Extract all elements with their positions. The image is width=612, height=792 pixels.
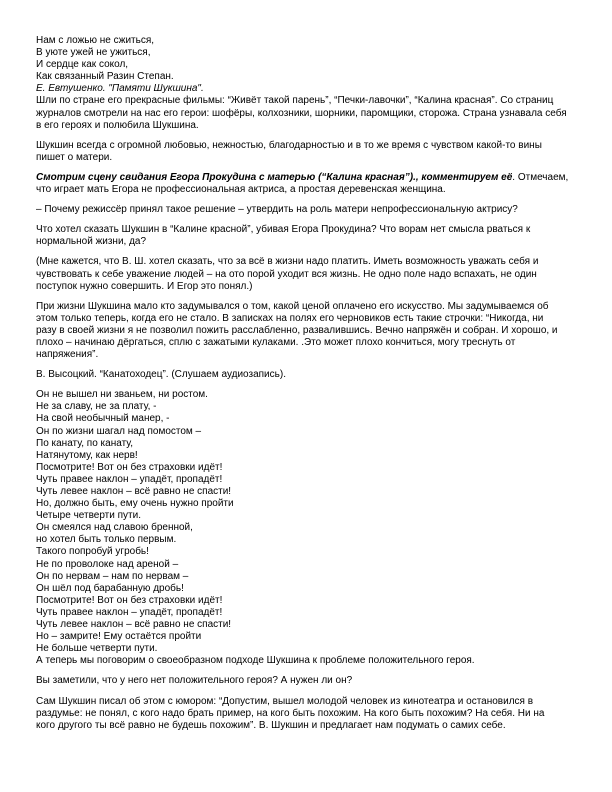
poem-line: И сердце как сокол, xyxy=(36,59,129,71)
song-line: Чуть правее наклон – упадёт, пропадёт! xyxy=(36,473,223,485)
poem-intro xyxy=(36,35,588,95)
paragraph-line: В. Высоцкий. “Канатоходец”. (Слушаем аудиозапись). xyxy=(36,369,286,381)
paragraph-line: пишет о матери. xyxy=(36,151,113,163)
paragraph-line: Шукшин всегда с огромной любовью, нежностью, благодарностью и в то же время с чувством какой-то вины xyxy=(36,139,542,151)
paragraph-mother xyxy=(36,140,588,164)
paragraph-line: раздумье: не понял, с кого надо брать пример, на кого быть похожим. На кого быть похожим? На себя. Ни на xyxy=(36,707,545,719)
scene-rest: . Отмечаем, xyxy=(512,171,569,183)
poem-line: В уюте ужей не ужиться, xyxy=(36,47,151,59)
answer-kalina xyxy=(36,256,588,292)
paragraph-humor xyxy=(36,696,588,732)
song-line: Но – замрите! Ему остаётся пройти xyxy=(36,631,202,643)
paragraph-line: нормальной жизни, да? xyxy=(36,236,147,248)
song-line: Чуть правее наклон – упадёт, пропадёт! xyxy=(36,606,223,618)
song-heading xyxy=(36,369,588,381)
paragraph-line xyxy=(36,172,588,184)
question-kalina xyxy=(36,224,588,248)
scene-emphasis: Смотрим сцену свидания Егора Прокудина с матерью (“Калина красная”)., комментируем её xyxy=(36,171,513,183)
paragraph-line: Сам Шукшин писал об этом с юмором: “Допустим, вышел молодой человек из кинотеатра и остановился в xyxy=(36,695,534,707)
paragraph-scene xyxy=(36,172,588,196)
song-line: Четыре четверти пути. xyxy=(36,510,141,522)
song-line: А теперь мы поговорим о своеобразном подходе Шукшина к проблеме положительного героя. xyxy=(36,655,475,667)
song-line: Не больше четверти пути. xyxy=(36,643,158,655)
song-line: Он не вышел ни званьем, ни ростом. xyxy=(36,389,208,401)
paragraph-line: поступок нужно совершить. И Егор это понял.) xyxy=(36,280,253,292)
paragraph-line: плохо – начинаю дёргаться, сплю с зажатыми кулаками. .Это может плохо кончиться, могу треснуть от xyxy=(36,336,516,348)
paragraph-line: При жизни Шукшина мало кто задумывался о том, какой ценой оплачено его искусство. Мы задумываемся об xyxy=(36,300,549,312)
song-line: Он шёл под барабанную дробь! xyxy=(36,582,184,594)
song-line: Такого попробуй угробь! xyxy=(36,546,149,558)
song-line: Не за славу, не за плату, - xyxy=(36,401,157,413)
song-line: Он смеялся над славою бренной, xyxy=(36,522,193,534)
paragraph-line: кого другого ты всё равно не будешь похожим”. В. Шукшин и предлагает нам подумать о самих себе. xyxy=(36,719,506,731)
poem-line: Как связанный Разин Степан. xyxy=(36,71,174,83)
question-hero xyxy=(36,675,588,687)
paragraph-line: – Почему режиссёр принял такое решение – утвердить на роль матери непрофессиональную актрису? xyxy=(36,204,518,216)
paragraph-line: этом только теперь, когда его не стало. В записках на полях его черновиков есть такие строчки: “Никогда, ни xyxy=(36,312,544,324)
song-line: Но, должно быть, ему очень нужно пройти xyxy=(36,498,234,510)
paragraph-line: Что хотел сказать Шукшин в “Калине красной”, убивая Егора Прокудина? Что ворам нет смысла рваться к xyxy=(36,224,531,236)
paragraph-line: чувствовать к себе уважение людей – на ото порой уходит вся жизнь. Не одно поле надо вспахать, не один xyxy=(36,268,537,280)
song-line: Он по жизни шагал над помостом – xyxy=(36,425,202,437)
song-line: но хотел быть только первым. xyxy=(36,534,177,546)
poem-attribution: Е. Евтушенко. "Памяти Шукшина". xyxy=(36,83,204,95)
paragraph-line: Шли по стране его прекрасные фильмы: “Живёт такой парень”, “Печки-лавочки”, “Калина красная”. Со страниц xyxy=(36,95,554,107)
question-director xyxy=(36,204,588,216)
paragraph-price xyxy=(36,301,588,361)
song-line: Чуть левее наклон – всё равно не спасти! xyxy=(36,619,232,631)
paragraph-line: в его героях и полюбила Шукшина. xyxy=(36,119,199,131)
document-page xyxy=(36,35,588,732)
song-line: На свой необычный манер, - xyxy=(36,413,170,425)
song-line: По канату, по канату, xyxy=(36,437,134,449)
paragraph-line: Вы заметили, что у него нет положительного героя? А нужен ли он? xyxy=(36,675,353,687)
song-line: Посмотрите! Вот он без страховки идёт! xyxy=(36,461,223,473)
paragraph-line: (Мне кажется, что В. Ш. хотел сказать, что за всё в жизни надо платить. Иметь возможность уважать себя и xyxy=(36,256,539,268)
paragraph-line: напряжения”. xyxy=(36,349,99,361)
paragraph-line: разу в своей жизни я не позволил пожить расслабленно, развалившись. Вечно напряжён и собран. И хорошо, и xyxy=(36,324,558,336)
paragraph-line: журналов смотрели на нас его герои: шофёры, колхозники, шорники, паромщики, сторожа. Страна узнавала себя xyxy=(36,107,567,119)
paragraph-line: что играет мать Егора не профессиональная актриса, а простая деревенская женщина. xyxy=(36,184,446,196)
song-verses xyxy=(36,389,588,667)
song-line: Он по нервам – нам по нервам – xyxy=(36,570,189,582)
song-line: Чуть левее наклон – всё равно не спасти! xyxy=(36,486,232,497)
song-line: Не по проволоке над ареной – xyxy=(36,558,179,570)
song-line: Натянутому, как нерв! xyxy=(36,449,138,461)
song-line: Посмотрите! Вот он без страховки идёт! xyxy=(36,594,223,606)
paragraph-films xyxy=(36,95,588,131)
poem-line: Нам с ложью не сжиться, xyxy=(36,35,155,46)
